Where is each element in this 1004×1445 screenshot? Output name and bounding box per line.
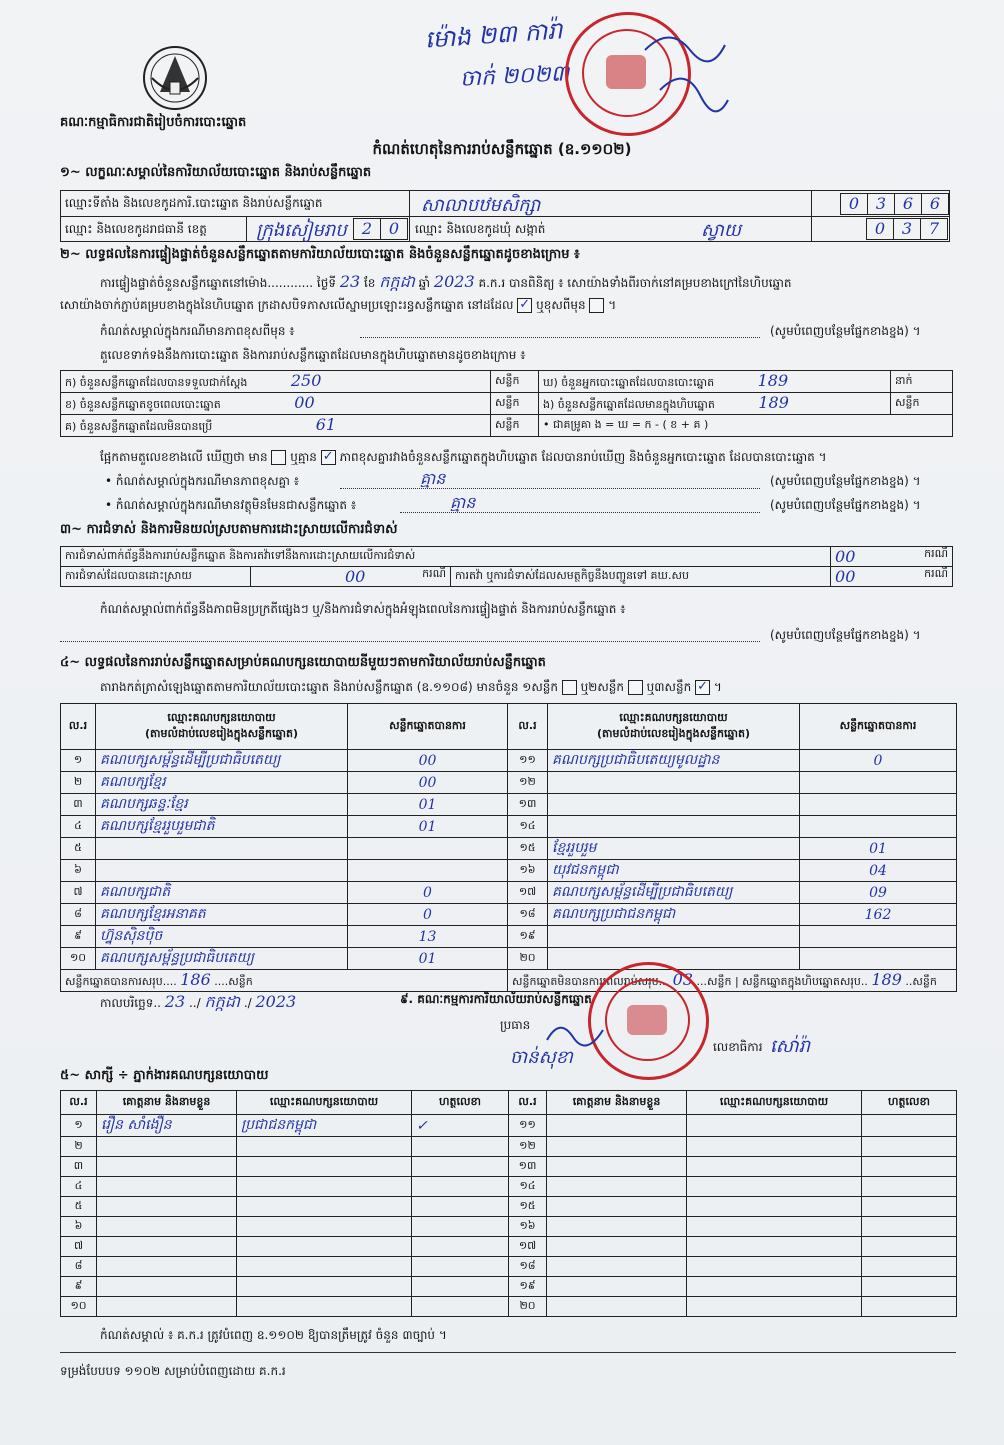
witness-signature — [412, 1297, 509, 1317]
witness-number: ១៨ — [509, 1257, 547, 1277]
witness-signature — [412, 1237, 509, 1257]
witness-signature — [412, 1277, 509, 1297]
party-name: គណបក្សសម្ព័ន្ធដើម្បីប្រជាធិបតេយ្យ — [96, 750, 348, 772]
witness-party — [237, 1197, 412, 1217]
footnote: កំណត់សម្គាល់ ៖ គ.ក.រ ត្រូវបំពេញ ឧ.១១០២ ឱ្យបានត្រឹមត្រូវ ចំនួន ៣ច្បាប់ ។ — [100, 1328, 447, 1342]
results-row — [61, 838, 957, 860]
witness-party — [687, 1217, 862, 1237]
party-name: គណបក្សប្រជាជនកម្ពុជា — [548, 904, 800, 926]
witness-name — [97, 1197, 237, 1217]
witness-name — [97, 1297, 237, 1317]
witness-party — [237, 1237, 412, 1257]
witness-party — [687, 1237, 862, 1257]
witness-party — [237, 1257, 412, 1277]
witness-party — [237, 1137, 412, 1157]
has-difference-checkbox[interactable] — [271, 450, 286, 465]
party-votes: 00 — [348, 750, 508, 772]
witness-number: ១០ — [61, 1297, 97, 1317]
witness-signature — [412, 1197, 509, 1217]
party-name: គណបក្សប្រជាធិបតេយ្យមូលដ្ឋាន — [548, 750, 800, 772]
witness-row — [61, 1257, 957, 1277]
witness-name — [547, 1237, 687, 1257]
difference-note: • កំណត់សម្គាល់ក្នុងករណីមានភាពខុសគ្នា ៖ — [105, 474, 300, 488]
party-number: ១៦ — [508, 860, 548, 882]
party-votes: 09 — [800, 882, 957, 904]
location-code: 0 3 6 6 — [841, 193, 949, 215]
section3-heading: ៣~ ការជំទាស់ និងការមិនយល់ស្របតាមការដោះស្រាយលើការជំទាស់ — [60, 522, 398, 537]
foreign-object-note: • កំណត់សម្គាល់ក្នុងករណីមានវត្ថុមិនមែនជាសន្លឹកឆ្នោត ៖ — [105, 498, 357, 512]
province-label: ឈ្មោះ និងលេខកូដរាជធានី ខេត្ត — [65, 222, 207, 236]
witness-number: ១៥ — [509, 1197, 547, 1217]
witness-row — [61, 1237, 957, 1257]
witness-number: ៥ — [61, 1197, 97, 1217]
difference-note-value: គ្មាន — [420, 469, 446, 488]
party-name — [96, 860, 348, 882]
results-row — [61, 794, 957, 816]
results-row — [61, 772, 957, 794]
witness-signature — [412, 1257, 509, 1277]
section1-box — [60, 190, 950, 242]
party-number: ១៣ — [508, 794, 548, 816]
witness-signature — [862, 1277, 957, 1297]
witness-signature — [862, 1217, 957, 1237]
party-votes: 162 — [800, 904, 957, 926]
witness-number: ១ — [61, 1115, 97, 1137]
party-number: ១៥ — [508, 838, 548, 860]
party-votes — [348, 838, 508, 860]
chair-signature — [545, 1012, 605, 1052]
results-row — [61, 750, 957, 772]
party-name — [548, 816, 800, 838]
witness-party — [687, 1297, 862, 1317]
count-kho: ឃ) ចំនួនអ្នកបោះឆ្នោតដែលបានបោះឆ្នោត 189 — [539, 371, 891, 393]
party-votes — [800, 926, 957, 948]
witness-number: ៧ — [61, 1237, 97, 1257]
party-name: គណបក្សខ្មែរអនាគត — [96, 904, 348, 926]
party-name: គណបក្សខ្មែរ — [96, 772, 348, 794]
verify-line2: សោយ៉ាងចាក់ភ្ជាប់គម្របខាងក្នុងនៃហិបឆ្នោត ក្រដាសបិទភាសលើស្នាមប្រឡោះរន្ធសន្លឹកឆ្នោត នៅដដែល ✓ ឬខុសពីមុន ។ — [60, 297, 617, 312]
witness-row — [61, 1157, 957, 1177]
witness-name — [547, 1137, 687, 1157]
party-number: ៤ — [61, 816, 96, 838]
party-number: ១៤ — [508, 816, 548, 838]
one-sheet-checkbox[interactable] — [562, 680, 577, 695]
party-results-table: ល.រ ឈ្មោះគណបក្សនយោបាយ (តាមលំដាប់លេខរៀងក្នុងសន្លឹកឆ្នោត) សន្លឹកឆ្នោតបានការ ល.រ ឈ្មោះគណបក្សនយោបាយ (តាមលំដាប់លេខរៀងក្នុងសន្លឹកឆ្នោត) សន្លឹកឆ្នោតបានការ ១ គណបក្សសម្ព័ន្ធដើម្បីប្រជាធិបតេយ្យ 00 ១១ គណបក្សប្រជាធិបតេយ្យមូលដ្ឋាន 0 ២ គណបក្សខ្មែរ 00 ១២ ៣ គណបក្សឆន្ទៈខ្មែរ 01 ១៣ ៤ គណបក្សខ្មែររួបរួមជាតិ 01 ១៤ ៥ ១៥ ខ្មែររួបរួម 01 ៦ ១៦ យុវជនកម្ពុជា 04 ៧ គណបក្សជាតិ 0 ១៧ គណបក្សសម្ព័ន្ធដើម្បីប្រជាធិបតេយ្យ 09 ៨ គណបក្សខ្មែរអនាគត 0 ១៨ គណបក្សប្រជាជនកម្ពុជា 162 ៩ ហ្វ៊ុនស៊ិនប៉ិច 13 ១៩ ១០ គណបក្សសម្ព័ន្ធប្រជាធិបតេយ្យ 01 ២០ សន្លឹកឆ្នោតបានការសរុប.... 186 ....សន្លឹក សន្លឹកឆ្នោតមិនបានការពេលរាប់សរុប... 03 ...សន្លឹក | សន្លឹកឆ្នោតក្នុងហិបឆ្នោតសរុប.. 189 ..សន្លឹក — [60, 703, 957, 992]
witness-signature — [862, 1137, 957, 1157]
committee-name: គណៈកម្មាធិការជាតិរៀបចំការបោះឆ្នោត — [60, 115, 247, 130]
verify-line4: តួលេខទាក់ទងនឹងការបោះឆ្នោត និងការរាប់សន្លឹកឆ្នោតដែលមានក្នុងហិបឆ្នោតមានដូចខាងក្រោម ៖ — [100, 348, 526, 362]
witness-party — [237, 1157, 412, 1177]
party-name: គណបក្សឆន្ទៈខ្មែរ — [96, 794, 348, 816]
party-name — [548, 948, 800, 970]
party-number: ៨ — [61, 904, 96, 926]
commune-label: ឈ្មោះ និងលេខកូដឃុំ សង្កាត់ — [415, 222, 546, 236]
witness-signature — [412, 1177, 509, 1197]
total-valid: សន្លឹកឆ្នោតបានការសរុប.... 186 ....សន្លឹក — [61, 970, 508, 992]
results-row — [61, 860, 957, 882]
party-name: យុវជនកម្ពុជា — [548, 860, 800, 882]
party-votes: 01 — [348, 794, 508, 816]
foreign-object-value: គ្មាន — [450, 493, 476, 512]
province-code: 2 0 — [354, 218, 408, 240]
committee-stamp — [588, 962, 709, 1080]
party-name: គណបក្សសម្ព័ន្ធដើម្បីប្រជាធិបតេយ្យ — [548, 882, 800, 904]
witness-name — [97, 1257, 237, 1277]
witness-number: ៦ — [61, 1217, 97, 1237]
witness-row — [61, 1217, 957, 1237]
date-line: កាលបរិច្ឆេទ.. 23 ../ កក្កដា ./ 2023 — [100, 992, 297, 1011]
party-number: ១ — [61, 750, 96, 772]
witness-signature — [862, 1177, 957, 1197]
witness-name — [547, 1277, 687, 1297]
witness-party: ប្រជាជនកម្ពុជា — [237, 1115, 412, 1137]
witness-signature — [412, 1137, 509, 1157]
witness-signature — [862, 1115, 957, 1137]
party-name — [548, 772, 800, 794]
witness-number: ១៧ — [509, 1237, 547, 1257]
witness-name — [547, 1217, 687, 1237]
form-footer: ទម្រង់បែបបទ ១១០២ សម្រាប់បំពេញដោយ គ.ក.រ — [60, 1364, 286, 1378]
section5-heading: ៥~ សាក្សី ÷ ភ្នាក់ងារគណបក្សនយោបាយ — [60, 1068, 269, 1083]
commune-value: ស្វាយ — [701, 220, 741, 241]
witness-name — [547, 1157, 687, 1177]
witness-signature — [412, 1217, 509, 1237]
location-value: សាលាបឋមសិក្សា — [421, 195, 541, 216]
party-name — [548, 926, 800, 948]
party-name — [96, 838, 348, 860]
witness-name — [97, 1277, 237, 1297]
difference-line: ផ្អែកតាមតួលេខខាងលើ ឃើញថា មាន ឬគ្មាន ✓ ភាពខុសគ្នារវាងចំនួនសន្លឹកឆ្នោតក្នុងហិបឆ្នោត ដែលបានរាប់ឃើញ និងចំនួនអ្នកបោះឆ្នោត ដែលបានបោះឆ្នោត ។ — [100, 449, 827, 464]
commune-code: 0 3 7 — [867, 218, 948, 240]
count-ko: គ) ចំនួនសន្លឹកឆ្នោតដែលមិនបានប្រើ 61 — [61, 415, 491, 437]
witness-number: ៩ — [61, 1277, 97, 1297]
witness-party — [687, 1137, 862, 1157]
party-votes: 0 — [800, 750, 957, 772]
no-difference-checkbox[interactable]: ✓ — [321, 450, 336, 465]
party-votes: 0 — [348, 904, 508, 926]
count-ka: ក) ចំនួនសន្លឹកឆ្នោតដែលបានទទួលជាក់ស្តែង 250 — [61, 371, 491, 393]
witness-row — [61, 1115, 957, 1137]
irregularity-note: កំណត់សម្គាល់ពាក់ព័ន្ធនឹងភាពមិនប្រក្រតីផ្សេងៗ ឬ/និងការជំទាស់ក្នុងអំឡុងពេលនៃការផ្ទៀងផ្ទាត់ និងការរាប់សន្លឹកឆ្នោត ៖ — [100, 602, 626, 616]
chair-label: ប្រធាន — [500, 1018, 531, 1032]
handwritten-note-2: ចាក់ ២០២៣ — [459, 61, 571, 92]
witness-party — [237, 1217, 412, 1237]
form-page: គណៈកម្មាធិការជាតិរៀបចំការបោះឆ្នោត ម៉ោង ២៣ ការ៉ា ចាក់ ២០២៣ កំណត់ហេតុនៃការរាប់សន្លឹកឆ្នោត (ឧ.១១០២) ១~ លក្ខណៈសម្គាល់នៃការិយាល័យបោះឆ្នោត និងរាប់សន្លឹកឆ្នោត ឈ្មោះទីតាំង និងលេខកូដការិ.បោះឆ្នោត និងរាប់សន្លឹកឆ្នោត សាលាបឋមសិក្សា 0 3 6 6 ឈ្មោះ និងលេខកូដរាជធានី ខេត្ត ក្រុងសៀមរាប 2 0 ឈ្មោះ និងលេខកូដឃុំ សង្កាត់ ស្វាយ 0 3 7 ២~ លទ្ធផលនៃការផ្ទៀងផ្ទាត់ចំនួនសន្លឹកឆ្នោតតាមការិយាល័យបោះឆ្នោត និងចំនួនសន្លឹកឆ្នោតដូចខាងក្រោម ៖ ការផ្ទៀងផ្ទាត់ចំនួនសន្លឹកឆ្នោតនៅម៉ោង............ ថ្ងៃទី 23 ខែ កក្កដា ឆ្នាំ 2023 គ.ក.រ បានពិនិត្យ ៖ សោយ៉ាងទាំងពីរចាក់នៅគម្របខាងក្រៅនៃហិបឆ្នោត សោយ៉ាងចាក់ភ្ជាប់គម្របខាងក្នុងនៃហិបឆ្នោត ក្រដាសបិទភាសលើស្នាមប្រឡោះរន្ធសន្លឹកឆ្នោត នៅដដែល ✓ ឬខុសពីមុន ។ កំណត់សម្គាល់ក្នុងករណីមានភាពខុសពីមុន ៖ (សូមបំពេញបន្ថែមផ្នែកខាងខ្នង) ។ តួលេខទាក់ទងនឹងការបោះឆ្នោត និងការរាប់សន្លឹកឆ្នោតដែលមានក្នុងហិបឆ្នោតមានដូចខាងក្រោម ៖ ក) ចំនួនសន្លឹកឆ្នោតដែលបានទទួលជាក់ស្តែង 250 សន្លឹក ឃ) ចំនួនអ្នកបោះឆ្នោតដែលបានបោះឆ្នោត 189 នាក់ ខ) ចំនួនសន្លឹកឆ្នោតខូចពេលបោះឆ្នោត 00 សន្លឹក ង) ចំនួនសន្លឹកឆ្នោតដែលមានក្នុងហិបឆ្នោត 189 សន្លឹក គ) ចំនួនសន្លឹកឆ្នោតដែលមិនបានប្រើ 61 សន្លឹក • ជាគម្រូគា ង = ឃ = ក - ( ខ + គ ) ផ្អែកតាមតួលេខខាងលើ ឃើញថា មាន ឬគ្មាន ✓ ភាពខុសគ្នារវាងចំនួនសន្លឹកឆ្នោតក្នុងហិបឆ្នោត ដែលបានរាប់ឃើញ និងចំនួនអ្នកបោះឆ្នោត ដែលបានបោះឆ្នោត ។ • កំណត់សម្គាល់ក្នុងករណីមានភាពខុសគ្នា ៖ គ្មាន (សូមបំពេញបន្ថែមផ្នែកខាងខ្នង) ។ • កំណត់សម្គាល់ក្នុងករណីមានវត្ថុមិនមែនជាសន្លឹកឆ្នោត ៖ គ្មាន (សូមបំពេញបន្ថែមផ្នែកខាងខ្នង) ។ ៣~ ការជំទាស់ និងការមិនយល់ស្របតាមការដោះស្រាយលើការជំទាស់ ការជំទាស់ពាក់ព័ន្ធនឹងការរាប់សន្លឹកឆ្នោត និងការតវ៉ាទៅនឹងការដោះស្រាយលើការជំទាស់ 00 ករណី ការជំទាស់ដែលបានដោះស្រាយ 00 ករណី ការតវ៉ា ឬការជំទាស់ដែលសមត្ថកិច្ចនឹងបញ្ជូនទៅ គឃ.សប 00 ករណី កំណត់សម្គាល់ពាក់ព័ន្ធនឹងភាពមិនប្រក្រតីផ្សេងៗ ឬ/និងការជំទាស់ក្នុងអំឡុងពេលនៃការផ្ទៀងផ្ទាត់ និងការរាប់សន្លឹកឆ្នោត ៖ (សូមបំពេញបន្ថែមផ្នែកខាងខ្នង) ។ ៤~ លទ្ធផលនៃការរាប់សន្លឹកឆ្នោតសម្រាប់គណបក្សនយោបាយនីមួយៗតាមការិយាល័យរាប់សន្លឹកឆ្នោត តារាងកត់ត្រាសំឡេងឆ្នោតតាមការិយាល័យបោះឆ្នោត និងរាប់សន្លឹកឆ្នោត (ឧ.១១០៨) មានចំនួន ១សន្លឹក ឬ២សន្លឹក ឬ៣សន្លឹក ✓ ។ ល.រ ឈ្មោះគណបក្សនយោបាយ (តាមលំដាប់លេខរៀងក្នុងសន្លឹកឆ្នោត) សន្លឹកឆ្នោតបានការ ល.រ ឈ្មោះគណបក្សនយោបាយ (តាមលំដាប់លេខរៀងក្នុងសន្លឹកឆ្នោត) សន្លឹកឆ្នោតបានការ ១ គណបក្សសម្ព័ន្ធដើម្បីប្រជាធិបតេយ្យ 00 ១១ គណបក្សប្រជាធិបតេយ្យមូលដ្ឋាន 0 ២ គណបក្សខ្មែរ 00 ១២ ៣ គណបក្សឆន្ទៈខ្មែរ 01 ១៣ ៤ គណបក្សខ្មែររួបរួមជាតិ 01 ១៤ ៥ ១៥ ខ្មែររួបរួម 01 ៦ ១៦ យុវជនកម្ពុជា 04 ៧ គណបក្សជាតិ 0 ១៧ គណបក្សសម្ព័ន្ធដើម្បីប្រជាធិបតេយ្យ 09 ៨ គណបក្សខ្មែរអនាគត 0 ១៨ គណបក្សប្រជាជនកម្ពុជា 162 ៩ ហ្វ៊ុនស៊ិនប៉ិច 13 ១៩ ១០ គណបក្សសម្ព័ន្ធប្រជាធិបតេយ្យ 01 ២០ សន្លឹកឆ្នោតបានការសរុប.... 186 ....សន្លឹក សន្លឹកឆ្នោតមិនបានការពេលរាប់សរុប... 03 ...សន្លឹក | សន្លឹកឆ្នោតក្នុងហិបឆ្នោតសរុប.. 189 ..សន្លឹក កាលបរិច្ឆេទ.. 23 ../ កក្កដា ./ 2023 ៩. គណៈកម្មការការិយាល័យរាប់សន្លឹកឆ្នោត ប្រធាន ចាន់សុខា លេខាធិការ សោ់រ៉ា ៥~ សាក្សី ÷ ភ្នាក់ងារគណបក្សនយោបាយ ល.រ គោត្តនាម និងនាមខ្លួន ឈ្មោះគណបក្សនយោបាយ ហត្ថលេខា ល.រ គោត្តនាម និងនាមខ្លួន ឈ្មោះគណបក្សនយោបាយ ហត្ថលេខា ១ រឿន សាំងឿន ប្រជាជនកម្ពុជា ✓ ១១ ២ ១២ ៣ ១៣ ៤ ១៤ ៥ ១៥ ៦ ១៦ ៧ ១៧ ៨ ១៨ ៩ ១៩ ១០ ២០ កំណត់សម្គាល់ ៖ គ.ក.រ ត្រូវបំពេញ ឧ.១១០២ ឱ្យបានត្រឹមត្រូវ ចំនួន ៣ច្បាប់ ។ ទម្រង់បែបបទ ១១០២ សម្រាប់បំពេញដោយ គ.ក.រ — [0, 0, 1004, 1445]
party-name: ហ្វ៊ុនស៊ិនប៉ិច — [96, 926, 348, 948]
witness-name — [547, 1297, 687, 1317]
verify-line3-note: (សូមបំពេញបន្ថែមផ្នែកខាងខ្នង) ។ — [770, 324, 921, 338]
objection-table: ការជំទាស់ពាក់ព័ន្ធនឹងការរាប់សន្លឹកឆ្នោត និងការតវ៉ាទៅនឹងការដោះស្រាយលើការជំទាស់ 00 ករណី ការជំទាស់ដែលបានដោះស្រាយ 00 ករណី ការតវ៉ា ឬការជំទាស់ដែលសមត្ថកិច្ចនឹងបញ្ជូនទៅ គឃ.សប 00 ករណី — [60, 546, 953, 587]
party-name: គណបក្សជាតិ — [96, 882, 348, 904]
results-row — [61, 816, 957, 838]
results-row — [61, 882, 957, 904]
party-number: ៧ — [61, 882, 96, 904]
party-number: ២០ — [508, 948, 548, 970]
witness-name — [97, 1157, 237, 1177]
witness-name: រឿន សាំងឿន — [97, 1115, 237, 1137]
witness-signature — [862, 1197, 957, 1217]
party-name: គណបក្សសម្ព័ន្ធប្រជាធិបតេយ្យ — [96, 948, 348, 970]
party-number: ១៧ — [508, 882, 548, 904]
two-sheets-checkbox[interactable] — [628, 680, 643, 695]
witness-number: ១១ — [509, 1115, 547, 1137]
witness-number: ១៣ — [509, 1157, 547, 1177]
three-sheets-checkbox[interactable]: ✓ — [695, 680, 710, 695]
witness-number: ១២ — [509, 1137, 547, 1157]
witness-name — [97, 1137, 237, 1157]
witness-row — [61, 1137, 957, 1157]
party-number: ១១ — [508, 750, 548, 772]
party-votes: 04 — [800, 860, 957, 882]
party-votes — [800, 794, 957, 816]
party-name: ខ្មែររួបរួម — [548, 838, 800, 860]
witness-row — [61, 1277, 957, 1297]
party-name — [548, 794, 800, 816]
witness-name — [547, 1115, 687, 1137]
witness-party — [687, 1277, 862, 1297]
count-kha: ខ) ចំនួនសន្លឹកឆ្នោតខូចពេលបោះឆ្នោត 00 — [61, 393, 491, 415]
party-votes — [800, 816, 957, 838]
party-number: ៥ — [61, 838, 96, 860]
witness-name — [547, 1257, 687, 1277]
party-number: ២ — [61, 772, 96, 794]
count-ngo: ង) ចំនួនសន្លឹកឆ្នោតដែលមានក្នុងហិបឆ្នោត 189 — [539, 393, 891, 415]
form-title: កំណត់ហេតុនៃការរាប់សន្លឹកឆ្នោត (ឧ.១១០២) — [372, 140, 632, 158]
count-formula: • ជាគម្រូគា ង = ឃ = ក - ( ខ + គ ) — [539, 415, 953, 437]
party-number: ៩ — [61, 926, 96, 948]
party-votes: 0 — [348, 882, 508, 904]
same-checkbox[interactable]: ✓ — [517, 298, 532, 313]
party-number: ៦ — [61, 860, 96, 882]
results-row — [61, 904, 957, 926]
party-votes: 01 — [348, 816, 508, 838]
witness-party — [687, 1197, 862, 1217]
verify-line3: កំណត់សម្គាល់ក្នុងករណីមានភាពខុសពីមុន ៖ — [100, 324, 295, 338]
party-name: គណបក្សខ្មែររួបរួមជាតិ — [96, 816, 348, 838]
witness-name — [547, 1197, 687, 1217]
party-votes — [800, 948, 957, 970]
results-row — [61, 926, 957, 948]
province-value: ក្រុងសៀមរាប — [256, 220, 347, 241]
section1-heading: ១~ លក្ខណៈសម្គាល់នៃការិយាល័យបោះឆ្នោត និងរាប់សន្លឹកឆ្នោត — [60, 165, 372, 180]
witness-signature — [862, 1157, 957, 1177]
tally-intro: តារាងកត់ត្រាសំឡេងឆ្នោតតាមការិយាល័យបោះឆ្នោត និងរាប់សន្លឹកឆ្នោត (ឧ.១១០៨) មានចំនួន ១សន្លឹក ឬ២សន្លឹក ឬ៣សន្លឹក ✓ ។ — [100, 679, 722, 694]
count-table: ក) ចំនួនសន្លឹកឆ្នោតដែលបានទទួលជាក់ស្តែង 250 សន្លឹក ឃ) ចំនួនអ្នកបោះឆ្នោតដែលបានបោះឆ្នោត 189 នាក់ ខ) ចំនួនសន្លឹកឆ្នោតខូចពេលបោះឆ្នោត 00 សន្លឹក ង) ចំនួនសន្លឹកឆ្នោតដែលមានក្នុងហិបឆ្នោត 189 សន្លឹក គ) ចំនួនសន្លឹកឆ្នោតដែលមិនបានប្រើ 61 សន្លឹក • ជាគម្រូគា ង = ឃ = ក - ( ខ + គ ) — [60, 370, 953, 437]
witness-party — [237, 1277, 412, 1297]
witness-number: ១៤ — [509, 1177, 547, 1197]
different-checkbox[interactable] — [589, 298, 604, 313]
party-votes: 13 — [348, 926, 508, 948]
section4-heading: ៤~ លទ្ធផលនៃការរាប់សន្លឹកឆ្នោតសម្រាប់គណបក្សនយោបាយនីមួយៗតាមការិយាល័យរាប់សន្លឹកឆ្នោត — [60, 655, 546, 670]
results-row — [61, 948, 957, 970]
party-number: ១០ — [61, 948, 96, 970]
chair-name: ចាន់សុខា — [510, 1047, 573, 1068]
witness-signature — [412, 1157, 509, 1177]
witness-number: ១៦ — [509, 1217, 547, 1237]
witness-row — [61, 1197, 957, 1217]
party-votes — [800, 772, 957, 794]
witness-row — [61, 1297, 957, 1317]
witness-table: ល.រ គោត្តនាម និងនាមខ្លួន ឈ្មោះគណបក្សនយោបាយ ហត្ថលេខា ល.រ គោត្តនាម និងនាមខ្លួន ឈ្មោះគណបក្សនយោបាយ ហត្ថលេខា ១ រឿន សាំងឿន ប្រជាជនកម្ពុជា ✓ ១១ ២ ១២ ៣ ១៣ ៤ ១៤ ៥ ១៥ ៦ ១៦ ៧ ១៧ ៨ ១៨ ៩ ១៩ ១០ ២០ — [60, 1090, 957, 1317]
witness-party — [687, 1157, 862, 1177]
secretary-label: លេខាធិការ — [713, 1040, 763, 1054]
witness-signature — [862, 1297, 957, 1317]
witness-number: ៣ — [61, 1157, 97, 1177]
party-number: ១៨ — [508, 904, 548, 926]
party-votes: 01 — [800, 838, 957, 860]
party-votes: 01 — [348, 948, 508, 970]
witness-party — [687, 1177, 862, 1197]
witness-party — [237, 1297, 412, 1317]
witness-number: ៤ — [61, 1177, 97, 1197]
witness-signature — [862, 1237, 957, 1257]
witness-party — [687, 1115, 862, 1137]
signature-top — [640, 20, 730, 120]
witness-name — [547, 1177, 687, 1197]
party-votes — [348, 860, 508, 882]
witness-signature — [862, 1257, 957, 1277]
section2-heading: ២~ លទ្ធផលនៃការផ្ទៀងផ្ទាត់ចំនួនសន្លឹកឆ្នោតតាមការិយាល័យបោះឆ្នោត និងចំនួនសន្លឹកឆ្នោតដូចខាងក្រោម ៖ — [60, 247, 580, 262]
witness-number: ២ — [61, 1137, 97, 1157]
total-invalid-and-box: សន្លឹកឆ្នោតមិនបានការពេលរាប់សរុប... 03 ...សន្លឹក | សន្លឹកឆ្នោតក្នុងហិបឆ្នោតសរុប.. 189 ..សន្លឹក — [508, 970, 957, 992]
nec-emblem-icon — [140, 44, 210, 112]
verify-line1: ការផ្ទៀងផ្ទាត់ចំនួនសន្លឹកឆ្នោតនៅម៉ោង............ ថ្ងៃទី 23 ខែ កក្កដា ឆ្នាំ 2023 គ.ក.រ បានពិនិត្យ ៖ សោយ៉ាងទាំងពីរចាក់នៅគម្របខាងក្រៅនៃហិបឆ្នោត — [100, 272, 792, 291]
secretary-signature: សោ់រ៉ា — [770, 1036, 810, 1057]
witness-number: ១៩ — [509, 1277, 547, 1297]
witness-name — [97, 1177, 237, 1197]
party-number: ៣ — [61, 794, 96, 816]
witness-name — [97, 1217, 237, 1237]
witness-party — [687, 1257, 862, 1277]
location-label: ឈ្មោះទីតាំង និងលេខកូដការិ.បោះឆ្នោត និងរាប់សន្លឹកឆ្នោត — [65, 196, 323, 210]
witness-row — [61, 1177, 957, 1197]
witness-name — [97, 1237, 237, 1257]
witness-party — [237, 1177, 412, 1197]
witness-signature: ✓ — [412, 1115, 509, 1137]
witness-number: ២០ — [509, 1297, 547, 1317]
party-number: ១២ — [508, 772, 548, 794]
witness-number: ៨ — [61, 1257, 97, 1277]
party-number: ១៩ — [508, 926, 548, 948]
party-votes: 00 — [348, 772, 508, 794]
committee-label: ៩. គណៈកម្មការការិយាល័យរាប់សន្លឹកឆ្នោត — [400, 992, 592, 1006]
handwritten-note-1: ម៉ោង ២៣ ការ៉ា — [424, 16, 564, 54]
